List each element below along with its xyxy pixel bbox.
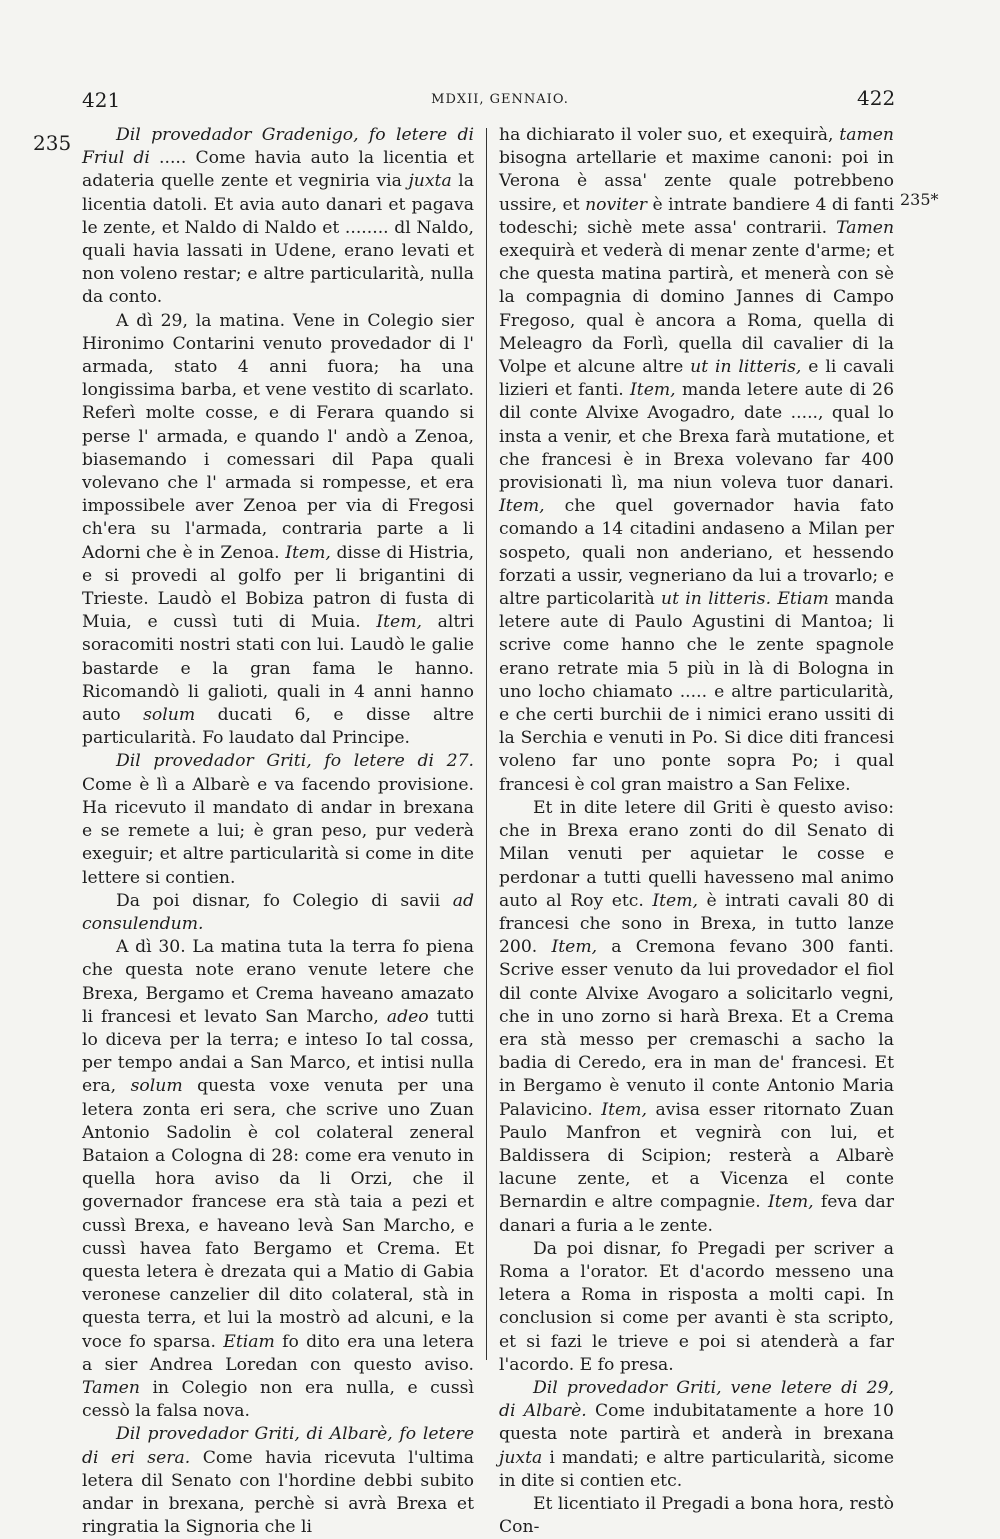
italic-heading: Dil provedador Griti, vene letere di 29, di Albarè. — [499, 1377, 894, 1422]
paragraph — [499, 1377, 894, 1493]
italic-word: Item, — [376, 612, 422, 633]
text: ha dichiarato il voler suo, et exequirà, — [499, 125, 834, 145]
italic-word: solum — [143, 705, 196, 726]
paragraph — [499, 1493, 894, 1539]
italic-word: Etiam — [777, 589, 829, 610]
italic-word: solum — [130, 1076, 183, 1097]
text: Da poi disnar, fo Pregadi per scriver a Roma a l'orator. Et d'acordo messeno una letera a Roma in risposta a molti capi. In conclusion si come per avanti è sta scripto, et si fazi le trieve e poi si atenderà a far l'acordo. E fo presa. — [499, 1238, 894, 1375]
text: questa voxe venuta per una letera zonta eri sera, che scrive uno Zuan Antonio Sadolin è col colateral zeneral Bataion a Cologna di 28: come era venuto in quella hora aviso da li Orzi, che il governador francese era stà taia a pezi et cussì Brexa, e haveano levà San Marcho, e cussì havea fato Bergamo et Crema. Et questa letera è drezata qui a Matio di Gabia veronese canzelier dil dito colateral, stà in questa terra, et lui la mostrò ad alcuni, e la voce fo sparsa. — [82, 1076, 475, 1352]
text: Da poi disnar, fo Colegio di savii — [116, 890, 441, 911]
text: A dì 30. La matina tuta la terra fo piena che questa note erano venute letere che Brexa, Bergamo et Crema haveano amazato li francesi et levato San Marcho, — [82, 937, 474, 1027]
text: Et in dite letere dil Griti è questo aviso: che in Brexa erano zonti do dil Senato di Milan venuti per aquietar le cosse e perdonar a tutti quelli havesseno mal animo auto al Roy etc. — [499, 797, 894, 911]
italic-word: Tamen — [836, 217, 895, 238]
italic-word: ad consulendum. — [82, 890, 474, 934]
text: exequirà et vederà di menar zente d'arme; et che questa matina partirà, et menerà con sè la compagnia di domino Jannes di Campo Fregoso, qual è ancora a Roma, quella di Meleagro da Forlì, quella dil cavalier di la Volpe et alcune altre — [499, 241, 894, 378]
italic-word: Item, — [601, 1099, 647, 1120]
text: a Cremona fevano 300 fanti. Scrive esser venuto da lui provedador el fiol dil conte Alvixe Avogaro a solicitarlo vegni, che in uno zorno si harà Brexa. Et a Crema era stà messo per cremaschi a sacho la badia di Ceredo, era in man de' francesi. Et in Bergamo è venuto il conte Antonio Maria Palavicino. — [499, 937, 895, 1120]
text: ducati 6, e disse altre particularità. Fo laudato dal Principe. — [82, 705, 474, 749]
italic-word: ut in litteris, — [690, 357, 802, 378]
right-column — [499, 124, 895, 1538]
text: è intrati cavali 80 di francesi che sono in Brexa, in tutto lanze 200. — [499, 890, 895, 958]
italic-word: tamen — [839, 125, 894, 145]
italic-word: juxta — [499, 1447, 543, 1468]
text: bisogna artellarie et maxime canoni: poi in Verona è assa' zente quale potrebbeno ussire, et — [499, 148, 894, 215]
italic-heading: Dil provedador Gradenigo, fo letere di Friul di — [82, 125, 474, 169]
text: fo dito era una letera a sier Andrea Loredan con questo aviso. — [82, 1331, 475, 1375]
paragraph — [499, 1238, 894, 1377]
text: avisa esser ritornato Zuan Paulo Manfron et vegnirà con lui, et Baldissera di Scipion; resterà a Albarè lacune zente, et a Vicenza el conte Bernardin e altre compagnie. — [499, 1099, 895, 1213]
paragraph — [82, 310, 474, 751]
italic-word: noviter — [585, 194, 648, 215]
italic-word: Tamen — [82, 1377, 140, 1398]
italic-heading: Dil provedador Griti, fo letere di 27. — [116, 751, 474, 772]
column-divider — [486, 128, 487, 1360]
italic-word: ut in litteris. — [661, 589, 772, 610]
margin-note-left: 235 — [33, 131, 72, 155]
running-title: MDXII, GENNAIO. — [431, 92, 569, 107]
paragraph — [82, 936, 474, 1423]
text: altri soracomiti nostri stati con lui. Laudò le galie bastarde e la gran fama le hanno. Ricomandò li galioti, quali in 4 anni hanno auto — [82, 612, 474, 726]
page-number-right: 422 — [857, 86, 896, 110]
text: A dì 29, la matina. Vene in Colegio sier Hironimo Contarini venuto provedador di l' armada, stato 4 anni fuora; ha una longissima barba, et vene vestito di scarlato. Referì molte cosse, e di Ferara quando si perse l' armada, e quando l' andò a Zenoa, biasemando i comessari dil Papa quali volevano che l' armada si rompesse, et era impossibele aver Zenoa per via di Fregosi ch'era su l'armada, contraria parte a li Adorni che è in Zenoa. — [82, 310, 474, 563]
italic-word: Item, — [767, 1192, 814, 1213]
text: feva dar danari a furia a le zente. — [499, 1192, 895, 1236]
italic-word: Etiam — [223, 1331, 275, 1352]
text: manda letere aute di Paulo Agustini di Mantoa; li scrive come hanno che le zente spagnole erano retrate mia 5 più in là di Bologna in uno locho chiamato ..... e altre particularità, e che certi burchii de i nimici erano ussiti di la Serchia e venuti in Po. Si dice diti francesi voleno far uno ponte sopra Po; i qual francesi è col gran maistro a San Felixe. — [499, 589, 894, 795]
italic-word: Item, — [551, 937, 598, 958]
text: è intrate bandiere 4 di fanti todeschi; sichè mete assa' contrarii. — [499, 194, 894, 238]
text: Come è lì a Albarè e va facendo provisione. Ha ricevuto il mandato di andar in brexana e se remete a lui; è gran peso, pur vederà exeguir; et altre particularità si come in dite lettere si contien. — [82, 774, 474, 888]
paragraph — [499, 124, 894, 797]
text: la licentia datoli. Et avia auto danari et pagava le zente, et Naldo di Naldo et ........ dl Naldo, quali havia lassati in Udene, erano levati et non voleno restar; e altre particularità, nulla da conto. — [82, 171, 474, 308]
paragraph — [82, 750, 474, 889]
text: e li cavali lizieri et fanti. — [499, 357, 895, 401]
text: Come indubitatamente a hore 10 questa note partirà et anderà in brexana — [499, 1401, 894, 1445]
italic-word: Item, — [499, 496, 545, 517]
paragraph — [82, 1423, 474, 1539]
paragraph — [499, 797, 894, 1238]
italic-word: adeo — [386, 1006, 429, 1027]
text: Et licentiato il Pregadi a bona hora, restò Con- — [499, 1493, 894, 1538]
italic-heading: Dil provedador Griti, di Albarè, fo letere di eri sera. — [82, 1424, 474, 1468]
text: Come havia ricevuta l'ultima letera dil Senato con l'hordine debbi subito andar in brexana, perchè si avrà Brexa et ringratia la Signoria che li — [82, 1447, 475, 1538]
italic-word: Item, — [652, 890, 698, 911]
text: che quel governador havia fato comando a 14 citadini andaseno a Milan per sospeto, quali non anderiano, et hessendo forzati a ussir, vegneriano da lui a trovarlo; e altre particolarità — [499, 496, 894, 610]
italic-word: juxta — [408, 171, 452, 192]
italic-word: Item, — [630, 380, 676, 401]
italic-word: Item, — [285, 542, 331, 563]
text: manda letere aute di 26 dil conte Alvixe Avogadro, date ....., qual lo insta a venir, et che Brexa farà mutatione, et che francesi è in Brexa volevano far 400 provisionati lì, ma niun voleva tuor danari. — [499, 380, 895, 494]
text: tutti lo diceva per la terra; e inteso Io tal cossa, per tempo andai a San Marco, et intisi nulla era, — [82, 1006, 474, 1097]
left-column — [82, 124, 475, 1538]
paragraph — [82, 890, 474, 936]
text: in Colegio non era nulla, e cussì cessò la falsa nova. — [82, 1377, 474, 1422]
text: i mandati; e altre particularità, sicome in dite si contien etc. — [499, 1447, 895, 1491]
text: disse di Histria, e si provedi al golfo per li brigantini di Trieste. Laudò el Bobiza patron di fusta di Muia, e cussì tuti di Muia. — [82, 542, 475, 633]
paragraph — [82, 124, 474, 310]
margin-note-right: 235* — [900, 190, 939, 209]
text: ..... Come havia auto la licentia et adateria quelle zente et vegniria via — [82, 148, 474, 192]
page-number-left: 421 — [82, 88, 121, 112]
